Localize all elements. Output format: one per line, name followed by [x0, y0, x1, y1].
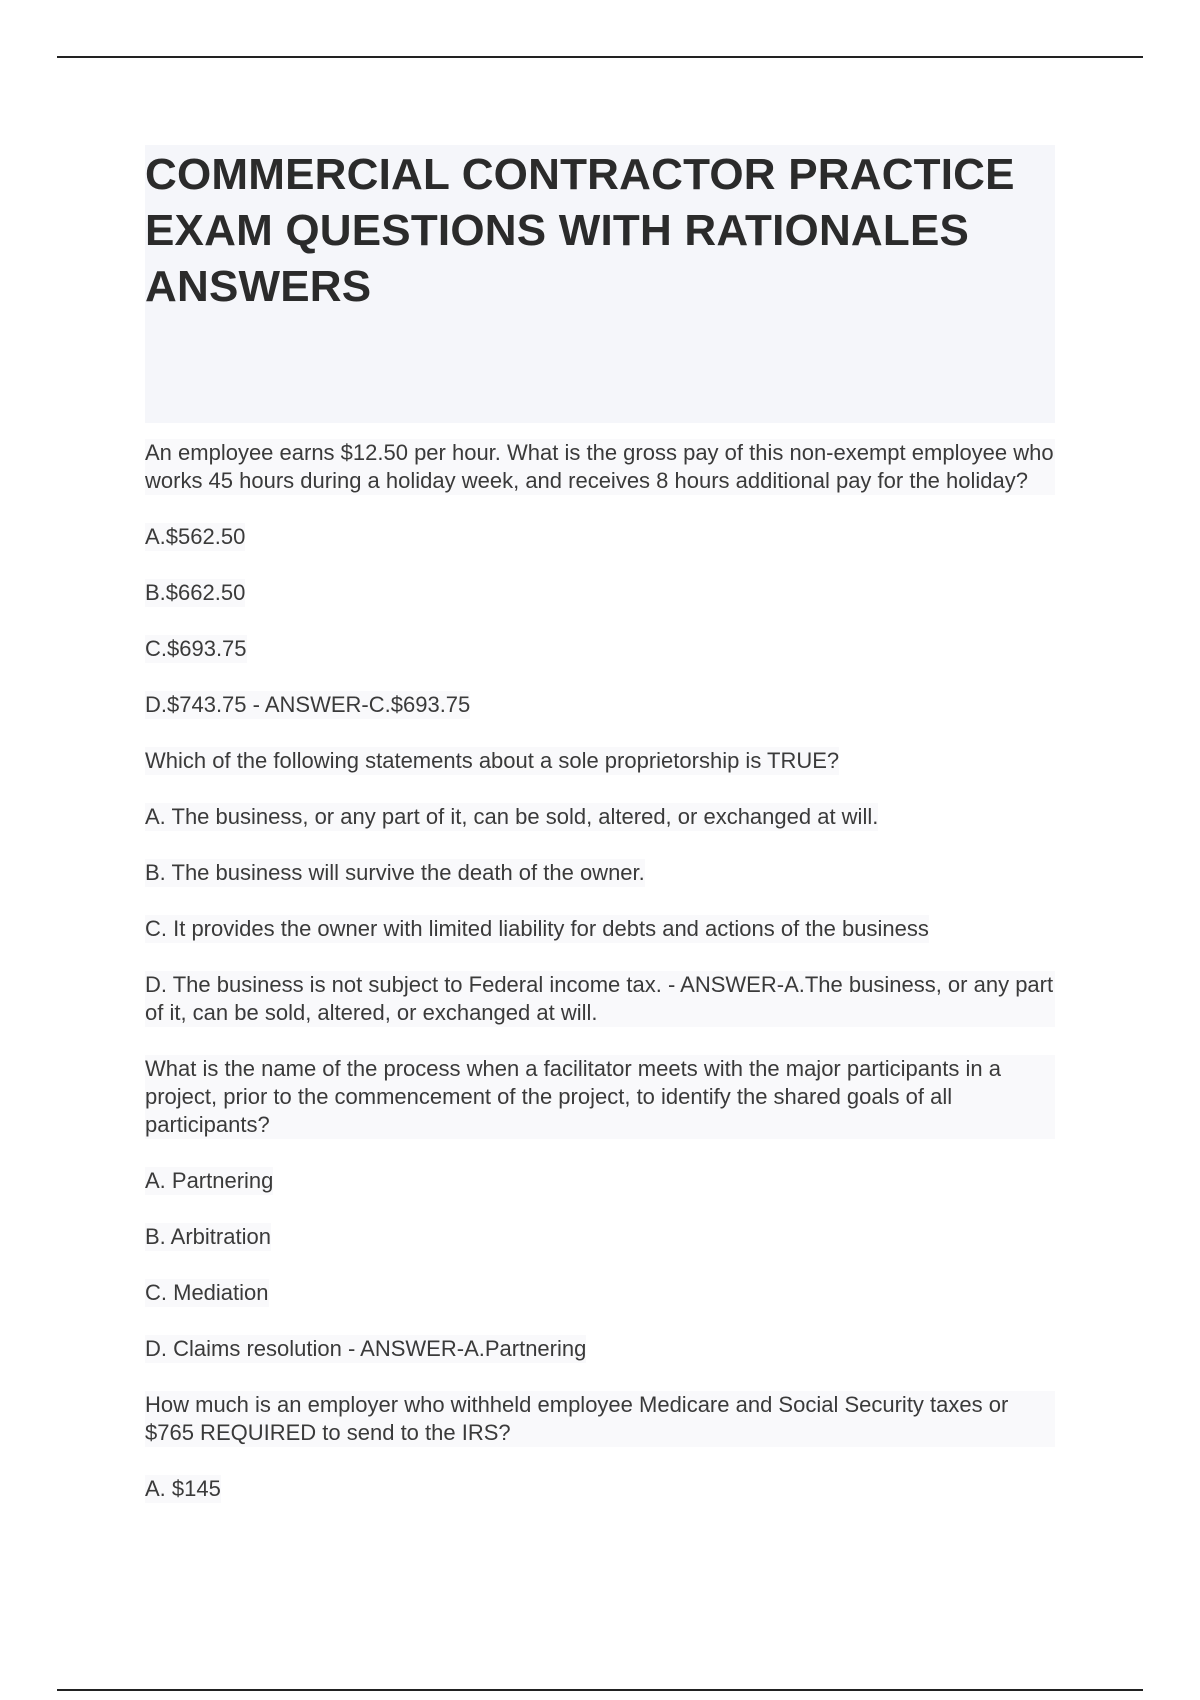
question-2-answer: D. The business is not subject to Federal income tax. - ANSWER-A.The business, or any part of it, can be sold, altered, or exchanged at will. [145, 972, 1054, 1025]
question-3-option-b: B. Arbitration [145, 1224, 271, 1249]
document-page [145, 145, 1055, 1503]
question-1-option-a: A.$562.50 [145, 524, 246, 549]
header-rule [57, 56, 1143, 58]
question-4-text: How much is an employer who withheld employee Medicare and Social Security taxes or $765 REQUIRED to send to the IRS? [145, 1391, 1055, 1447]
question-4-option-a: A. $145 [145, 1476, 221, 1501]
question-1-answer: D.$743.75 - ANSWER-C.$693.75 [145, 692, 471, 717]
question-3-option-a: A. Partnering [145, 1168, 274, 1193]
title-block [145, 145, 1055, 423]
question-1-option-b: B.$662.50 [145, 580, 246, 605]
question-3-text: What is the name of the process when a facilitator meets with the major participants in a project, prior to the commencement of the project, to identify the shared goals of all participants? [145, 1055, 1055, 1139]
question-2-text: Which of the following statements about a sole proprietorship is TRUE? [145, 748, 840, 773]
question-2-option-c: C. It provides the owner with limited liability for debts and actions of the business [145, 916, 929, 941]
document-title: COMMERCIAL CONTRACTOR PRACTICE EXAM QUESTIONS WITH RATIONALES ANSWERS [145, 150, 1015, 311]
footer-rule [57, 1689, 1143, 1691]
question-3-option-c: C. Mediation [145, 1280, 269, 1305]
document-body [145, 439, 1055, 1503]
question-3-answer: D. Claims resolution - ANSWER-A.Partnering [145, 1336, 587, 1361]
question-2-option-b: B. The business will survive the death of the owner. [145, 860, 645, 885]
question-2-option-a: A. The business, or any part of it, can be sold, altered, or exchanged at will. [145, 804, 879, 829]
question-1-option-c: C.$693.75 [145, 636, 247, 661]
question-1-text: An employee earns $12.50 per hour. What is the gross pay of this non-exempt employee who works 45 hours during a holiday week, and receives 8 hours additional pay for the holiday? [145, 440, 1054, 493]
